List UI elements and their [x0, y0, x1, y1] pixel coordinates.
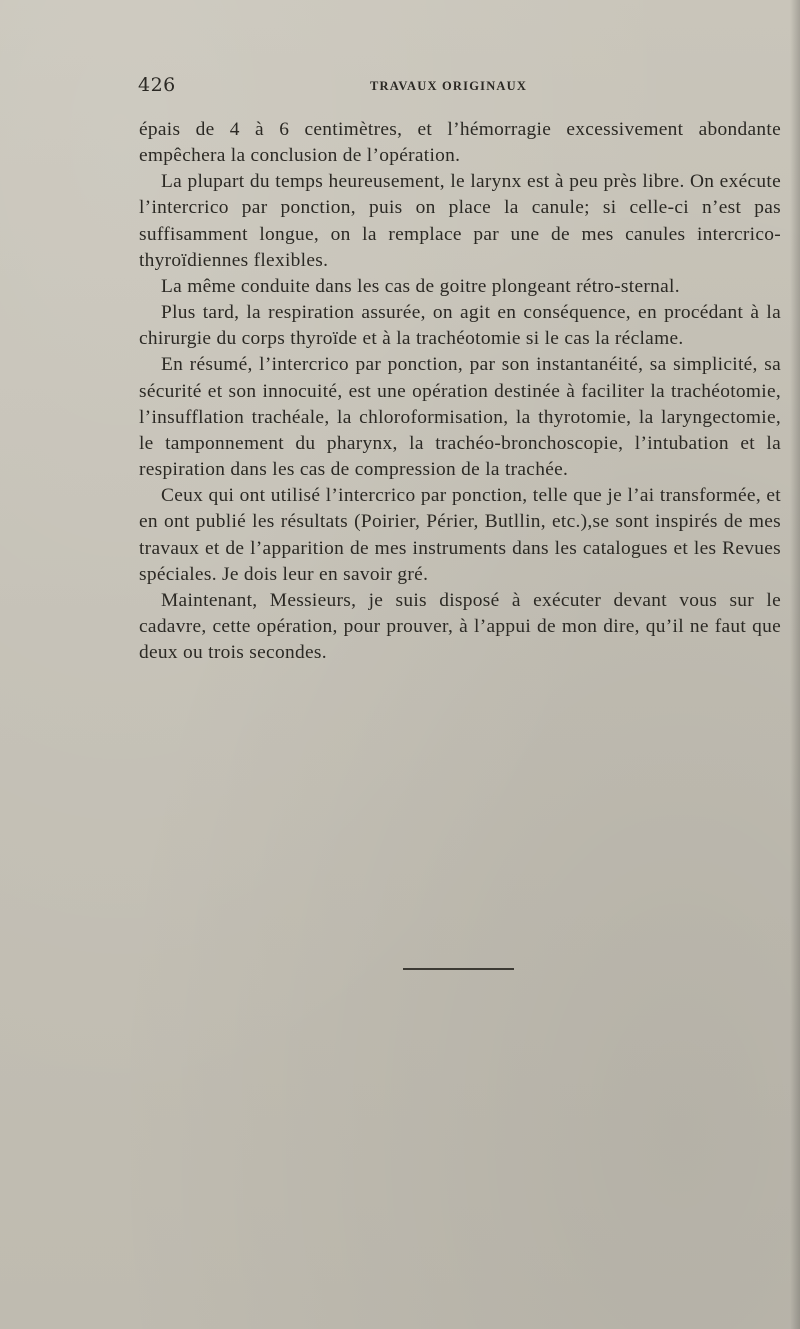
running-title: TRAVAUX ORIGINAUX [370, 79, 528, 93]
paragraph: Ceux qui ont utilisé l’intercrico par ponction, telle que je l’ai transformée, et en ont publié les résultats (Poirier, Périer, Butllin, etc.),se sont inspirés de mes travaux et de l’apparition de mes instruments dans les catalogues et les Revues spéciales. Je dois leur en savoir gré. [139, 485, 781, 585]
section-end-rule [403, 968, 514, 970]
paragraph-continued: épais de 4 à 6 centimètres, et l’hémorragie excessivement abondante empêchera la conclusion de l’opération. [139, 119, 781, 167]
body-text [139, 117, 781, 666]
paragraph: La plupart du temps heureusement, le larynx est à peu près libre. On exécute l’intercrico par ponction, puis on place la canule; si celle-ci n’est pas suffisamment longue, on la remplace par une de mes canules intercrico-thyroïdiennes flexibles. [139, 171, 781, 271]
paragraph: Maintenant, Messieurs, je suis disposé à exécuter devant vous sur le cadavre, cette opération, pour prouver, à l’appui de mon dire, qu’il ne faut que deux ou trois secondes. [139, 589, 781, 664]
paragraph: Plus tard, la respiration assurée, on agit en conséquence, en procédant à la chirurgie du corps thyroïde et à la trachéotomie si le cas la réclame. [139, 302, 781, 350]
paragraph: La même conduite dans les cas de goitre plongeant rétro-sternal. [161, 275, 680, 297]
page-number: 426 [138, 74, 176, 96]
running-head [138, 74, 780, 100]
paragraph: En résumé, l’intercrico par ponction, par son instantanéité, sa simplicité, sa sécurité et son innocuité, est une opération destinée à faciliter la trachéotomie, l’insufflation trachéale, la chloroformisation, la thyrotomie, la laryngectomie, le tamponnement du pharynx, la trachéo-bronchoscopie, l’intubation et la respiration dans les cas de compression de la trachée. [139, 354, 781, 481]
